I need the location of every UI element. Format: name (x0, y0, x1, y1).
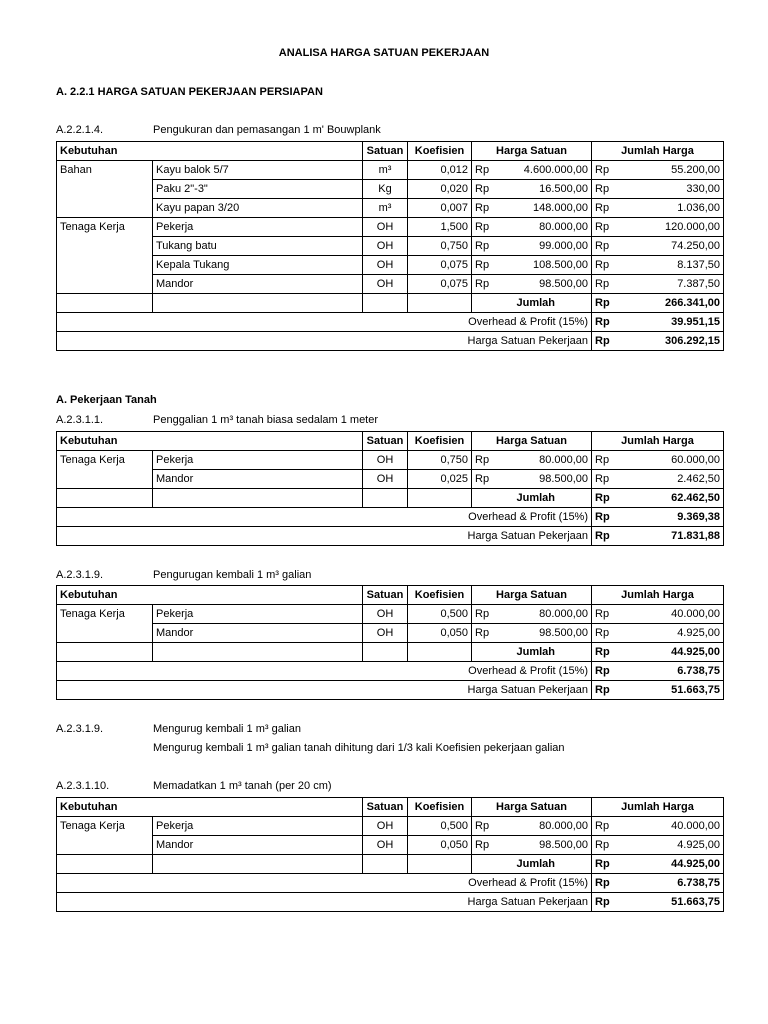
jumlah-value: 74.250,00 (671, 240, 721, 252)
satuan-cell: m³ (363, 199, 408, 218)
currency-label: Rp (595, 627, 610, 639)
satuan-cell: OH (363, 605, 408, 624)
satuan-cell: OH (363, 451, 408, 470)
currency-label: Rp (475, 820, 490, 832)
table-row (57, 605, 724, 624)
currency-label: Rp (595, 820, 610, 832)
overhead-value: 39.951,15 (671, 316, 721, 328)
table-row (57, 161, 724, 180)
hsp-row (57, 332, 724, 351)
harga-satuan-cell (472, 161, 592, 180)
table-row (57, 451, 724, 470)
overhead-label: Overhead & Profit (15%) (57, 313, 592, 332)
table-row (57, 237, 724, 256)
jumlah-row (57, 855, 724, 874)
jumlah-harga-cell (592, 470, 724, 489)
jumlah-total: 44.925,00 (671, 646, 721, 658)
satuan-cell: OH (363, 624, 408, 643)
harga-satuan-cell (472, 605, 592, 624)
currency-label: Rp (595, 684, 610, 696)
harga-value: 99.000,00 (539, 240, 589, 252)
currency-label: Rp (595, 473, 610, 485)
overhead-row (57, 508, 724, 527)
kebutuhan-group (57, 836, 153, 855)
ahs-table-pemadatan (56, 797, 724, 912)
koefisien-cell: 0,025 (408, 470, 472, 489)
table-header-row (57, 798, 724, 817)
header-koefisien: Koefisien (408, 432, 472, 451)
currency-label: Rp (475, 183, 490, 195)
hsp-label: Harga Satuan Pekerjaan (57, 893, 592, 912)
document-title: ANALISA HARGA SATUAN PEKERJAAN (278, 47, 490, 59)
table-header-row (57, 586, 724, 605)
hsp-value: 51.663,75 (671, 684, 721, 696)
harga-value: 98.500,00 (539, 473, 589, 485)
jumlah-harga-cell (592, 218, 724, 237)
currency-label: Rp (475, 627, 490, 639)
jumlah-harga-cell (592, 256, 724, 275)
jumlah-total: 266.341,00 (664, 297, 721, 309)
satuan-cell: Kg (363, 180, 408, 199)
harga-value: 148.000,00 (532, 202, 589, 214)
jumlah-value: 2.462,50 (677, 473, 721, 485)
jumlah-row (57, 294, 724, 313)
harga-value: 98.500,00 (539, 627, 589, 639)
satuan-cell: OH (363, 237, 408, 256)
jumlah-value: 8.137,50 (677, 259, 721, 271)
currency-label: Rp (595, 839, 610, 851)
kebutuhan-group (57, 199, 153, 218)
satuan-cell: OH (363, 470, 408, 489)
table-header-row (57, 142, 724, 161)
table-row (57, 218, 724, 237)
harga-satuan-cell (472, 180, 592, 199)
table-header-row (57, 432, 724, 451)
jumlah-value: 330,00 (686, 183, 721, 195)
koefisien-cell: 0,500 (408, 817, 472, 836)
jumlah-label: Jumlah (472, 643, 592, 662)
koefisien-cell: 0,050 (408, 836, 472, 855)
currency-label: Rp (595, 530, 610, 542)
table-row (57, 836, 724, 855)
item-description: Pengukuran dan pemasangan 1 m' Bouwplank (153, 124, 381, 136)
header-koefisien: Koefisien (408, 586, 472, 605)
jumlah-value: 40.000,00 (671, 608, 721, 620)
currency-label: Rp (595, 278, 610, 290)
jumlah-harga-cell (592, 199, 724, 218)
item-name: Mandor (153, 624, 363, 643)
koefisien-cell: 0,750 (408, 451, 472, 470)
harga-satuan-cell (472, 218, 592, 237)
overhead-row (57, 874, 724, 893)
header-jumlah-harga: Jumlah Harga (592, 432, 724, 451)
kebutuhan-group (57, 237, 153, 256)
harga-satuan-cell (472, 451, 592, 470)
jumlah-harga-cell (592, 817, 724, 836)
header-satuan: Satuan (363, 798, 408, 817)
jumlah-value: 4.925,00 (677, 627, 721, 639)
currency-label: Rp (595, 511, 610, 523)
satuan-cell: OH (363, 218, 408, 237)
item-name: Kepala Tukang (153, 256, 363, 275)
jumlah-value: 7.387,50 (677, 278, 721, 290)
header-harga-satuan: Harga Satuan (472, 586, 592, 605)
jumlah-total: 44.925,00 (671, 858, 721, 870)
header-kebutuhan: Kebutuhan (57, 586, 363, 605)
harga-value: 4.600.000,00 (523, 164, 589, 176)
header-satuan: Satuan (363, 586, 408, 605)
harga-satuan-cell (472, 256, 592, 275)
overhead-row (57, 662, 724, 681)
item-code: A.2.3.1.10. (56, 780, 110, 792)
kebutuhan-group: Bahan (57, 161, 153, 180)
jumlah-label: Jumlah (472, 294, 592, 313)
harga-satuan-cell (472, 237, 592, 256)
harga-value: 108.500,00 (532, 259, 589, 271)
jumlah-value: 120.000,00 (664, 221, 721, 233)
currency-label: Rp (595, 202, 610, 214)
koefisien-cell: 0,007 (408, 199, 472, 218)
jumlah-harga-cell (592, 451, 724, 470)
table-row (57, 180, 724, 199)
jumlah-harga-cell (592, 180, 724, 199)
harga-satuan-cell (472, 624, 592, 643)
currency-label: Rp (475, 473, 490, 485)
overhead-value: 9.369,38 (677, 511, 721, 523)
currency-label: Rp (595, 240, 610, 252)
header-harga-satuan: Harga Satuan (472, 798, 592, 817)
ahs-table-pengurugan (56, 585, 724, 700)
overhead-label: Overhead & Profit (15%) (57, 874, 592, 893)
currency-label: Rp (475, 608, 490, 620)
jumlah-label: Jumlah (472, 489, 592, 508)
jumlah-harga-cell (592, 237, 724, 256)
currency-label: Rp (595, 454, 610, 466)
jumlah-total: 62.462,50 (671, 492, 721, 504)
hsp-row (57, 893, 724, 912)
currency-label: Rp (595, 877, 610, 889)
currency-label: Rp (475, 259, 490, 271)
item-name: Pekerja (153, 451, 363, 470)
item-name: Mandor (153, 470, 363, 489)
currency-label: Rp (475, 240, 490, 252)
currency-label: Rp (595, 896, 610, 908)
kebutuhan-group: Tenaga Kerja (57, 605, 153, 624)
currency-label: Rp (475, 221, 490, 233)
overhead-value: 6.738,75 (677, 665, 721, 677)
currency-label: Rp (595, 221, 610, 233)
currency-label: Rp (475, 164, 490, 176)
header-harga-satuan: Harga Satuan (472, 142, 592, 161)
table-row (57, 470, 724, 489)
harga-satuan-cell (472, 817, 592, 836)
harga-value: 98.500,00 (539, 839, 589, 851)
jumlah-value: 4.925,00 (677, 839, 721, 851)
satuan-cell: OH (363, 836, 408, 855)
jumlah-harga-cell (592, 624, 724, 643)
koefisien-cell: 0,075 (408, 275, 472, 294)
hsp-value: 71.831,88 (671, 530, 721, 542)
jumlah-row (57, 489, 724, 508)
item-name: Pekerja (153, 817, 363, 836)
jumlah-row (57, 643, 724, 662)
currency-label: Rp (595, 297, 610, 309)
header-koefisien: Koefisien (408, 798, 472, 817)
item-description: Mengurug kembali 1 m³ galian (153, 723, 301, 735)
kebutuhan-group (57, 180, 153, 199)
currency-label: Rp (595, 183, 610, 195)
header-satuan: Satuan (363, 432, 408, 451)
kebutuhan-group (57, 256, 153, 275)
header-jumlah-harga: Jumlah Harga (592, 798, 724, 817)
jumlah-label: Jumlah (472, 855, 592, 874)
hsp-row (57, 527, 724, 546)
hsp-label: Harga Satuan Pekerjaan (57, 332, 592, 351)
item-code: A.2.3.1.9. (56, 723, 104, 735)
kebutuhan-group: Tenaga Kerja (57, 218, 153, 237)
header-harga-satuan: Harga Satuan (472, 432, 592, 451)
jumlah-value: 1.036,00 (677, 202, 721, 214)
item-name: Tukang batu (153, 237, 363, 256)
currency-label: Rp (595, 259, 610, 271)
header-jumlah-harga: Jumlah Harga (592, 142, 724, 161)
kebutuhan-group (57, 624, 153, 643)
currency-label: Rp (475, 454, 490, 466)
jumlah-value: 40.000,00 (671, 820, 721, 832)
item-code: A.2.3.1.1. (56, 414, 104, 426)
hsp-label: Harga Satuan Pekerjaan (57, 527, 592, 546)
koefisien-cell: 0,500 (408, 605, 472, 624)
koefisien-cell: 0,750 (408, 237, 472, 256)
harga-satuan-cell (472, 275, 592, 294)
overhead-row (57, 313, 724, 332)
overhead-label: Overhead & Profit (15%) (57, 508, 592, 527)
hsp-value: 306.292,15 (664, 335, 721, 347)
table-row (57, 624, 724, 643)
currency-label: Rp (595, 316, 610, 328)
table-row (57, 256, 724, 275)
ahs-table-bouwplank (56, 141, 724, 351)
overhead-value: 6.738,75 (677, 877, 721, 889)
currency-label: Rp (595, 858, 610, 870)
harga-satuan-cell (472, 199, 592, 218)
harga-value: 80.000,00 (539, 820, 589, 832)
koefisien-cell: 0,075 (408, 256, 472, 275)
jumlah-value: 60.000,00 (671, 454, 721, 466)
harga-value: 98.500,00 (539, 278, 589, 290)
jumlah-harga-cell (592, 161, 724, 180)
currency-label: Rp (475, 202, 490, 214)
koefisien-cell: 0,050 (408, 624, 472, 643)
currency-label: Rp (595, 335, 610, 347)
header-koefisien: Koefisien (408, 142, 472, 161)
header-satuan: Satuan (363, 142, 408, 161)
harga-value: 80.000,00 (539, 221, 589, 233)
jumlah-harga-cell (592, 275, 724, 294)
item-name: Kayu balok 5/7 (153, 161, 363, 180)
section-heading-persiapan: A. 2.2.1 HARGA SATUAN PEKERJAAN PERSIAPAN (56, 86, 323, 98)
header-jumlah-harga: Jumlah Harga (592, 586, 724, 605)
harga-value: 80.000,00 (539, 454, 589, 466)
item-description: Pengurugan kembali 1 m³ galian (153, 569, 312, 581)
item-name: Kayu papan 3/20 (153, 199, 363, 218)
harga-value: 16.500,00 (539, 183, 589, 195)
table-row (57, 199, 724, 218)
currency-label: Rp (595, 646, 610, 658)
kebutuhan-group (57, 275, 153, 294)
jumlah-value: 55.200,00 (671, 164, 721, 176)
satuan-cell: OH (363, 256, 408, 275)
satuan-cell: OH (363, 817, 408, 836)
header-kebutuhan: Kebutuhan (57, 432, 363, 451)
kebutuhan-group (57, 470, 153, 489)
overhead-label: Overhead & Profit (15%) (57, 662, 592, 681)
table-row (57, 275, 724, 294)
currency-label: Rp (475, 839, 490, 851)
satuan-cell: m³ (363, 161, 408, 180)
harga-value: 80.000,00 (539, 608, 589, 620)
jumlah-harga-cell (592, 836, 724, 855)
currency-label: Rp (595, 492, 610, 504)
koefisien-cell: 0,020 (408, 180, 472, 199)
item-description: Memadatkan 1 m³ tanah (per 20 cm) (153, 780, 332, 792)
item-code: A.2.2.1.4. (56, 124, 104, 136)
koefisien-cell: 1,500 (408, 218, 472, 237)
item-name: Mandor (153, 275, 363, 294)
harga-satuan-cell (472, 836, 592, 855)
currency-label: Rp (595, 665, 610, 677)
item-name: Paku 2"-3" (153, 180, 363, 199)
item-name: Pekerja (153, 605, 363, 624)
header-kebutuhan: Kebutuhan (57, 798, 363, 817)
hsp-value: 51.663,75 (671, 896, 721, 908)
section-heading-tanah: A. Pekerjaan Tanah (56, 394, 157, 406)
item-note: Mengurug kembali 1 m³ galian tanah dihitung dari 1/3 kali Koefisien pekerjaan galian (153, 742, 565, 754)
currency-label: Rp (475, 278, 490, 290)
item-description: Penggalian 1 m³ tanah biasa sedalam 1 meter (153, 414, 379, 426)
ahs-table-penggalian (56, 431, 724, 546)
satuan-cell: OH (363, 275, 408, 294)
jumlah-harga-cell (592, 605, 724, 624)
koefisien-cell: 0,012 (408, 161, 472, 180)
currency-label: Rp (595, 164, 610, 176)
item-name: Pekerja (153, 218, 363, 237)
item-name: Mandor (153, 836, 363, 855)
currency-label: Rp (595, 608, 610, 620)
table-row (57, 817, 724, 836)
item-code: A.2.3.1.9. (56, 569, 104, 581)
harga-satuan-cell (472, 470, 592, 489)
header-kebutuhan: Kebutuhan (57, 142, 363, 161)
hsp-label: Harga Satuan Pekerjaan (57, 681, 592, 700)
kebutuhan-group: Tenaga Kerja (57, 817, 153, 836)
hsp-row (57, 681, 724, 700)
kebutuhan-group: Tenaga Kerja (57, 451, 153, 470)
